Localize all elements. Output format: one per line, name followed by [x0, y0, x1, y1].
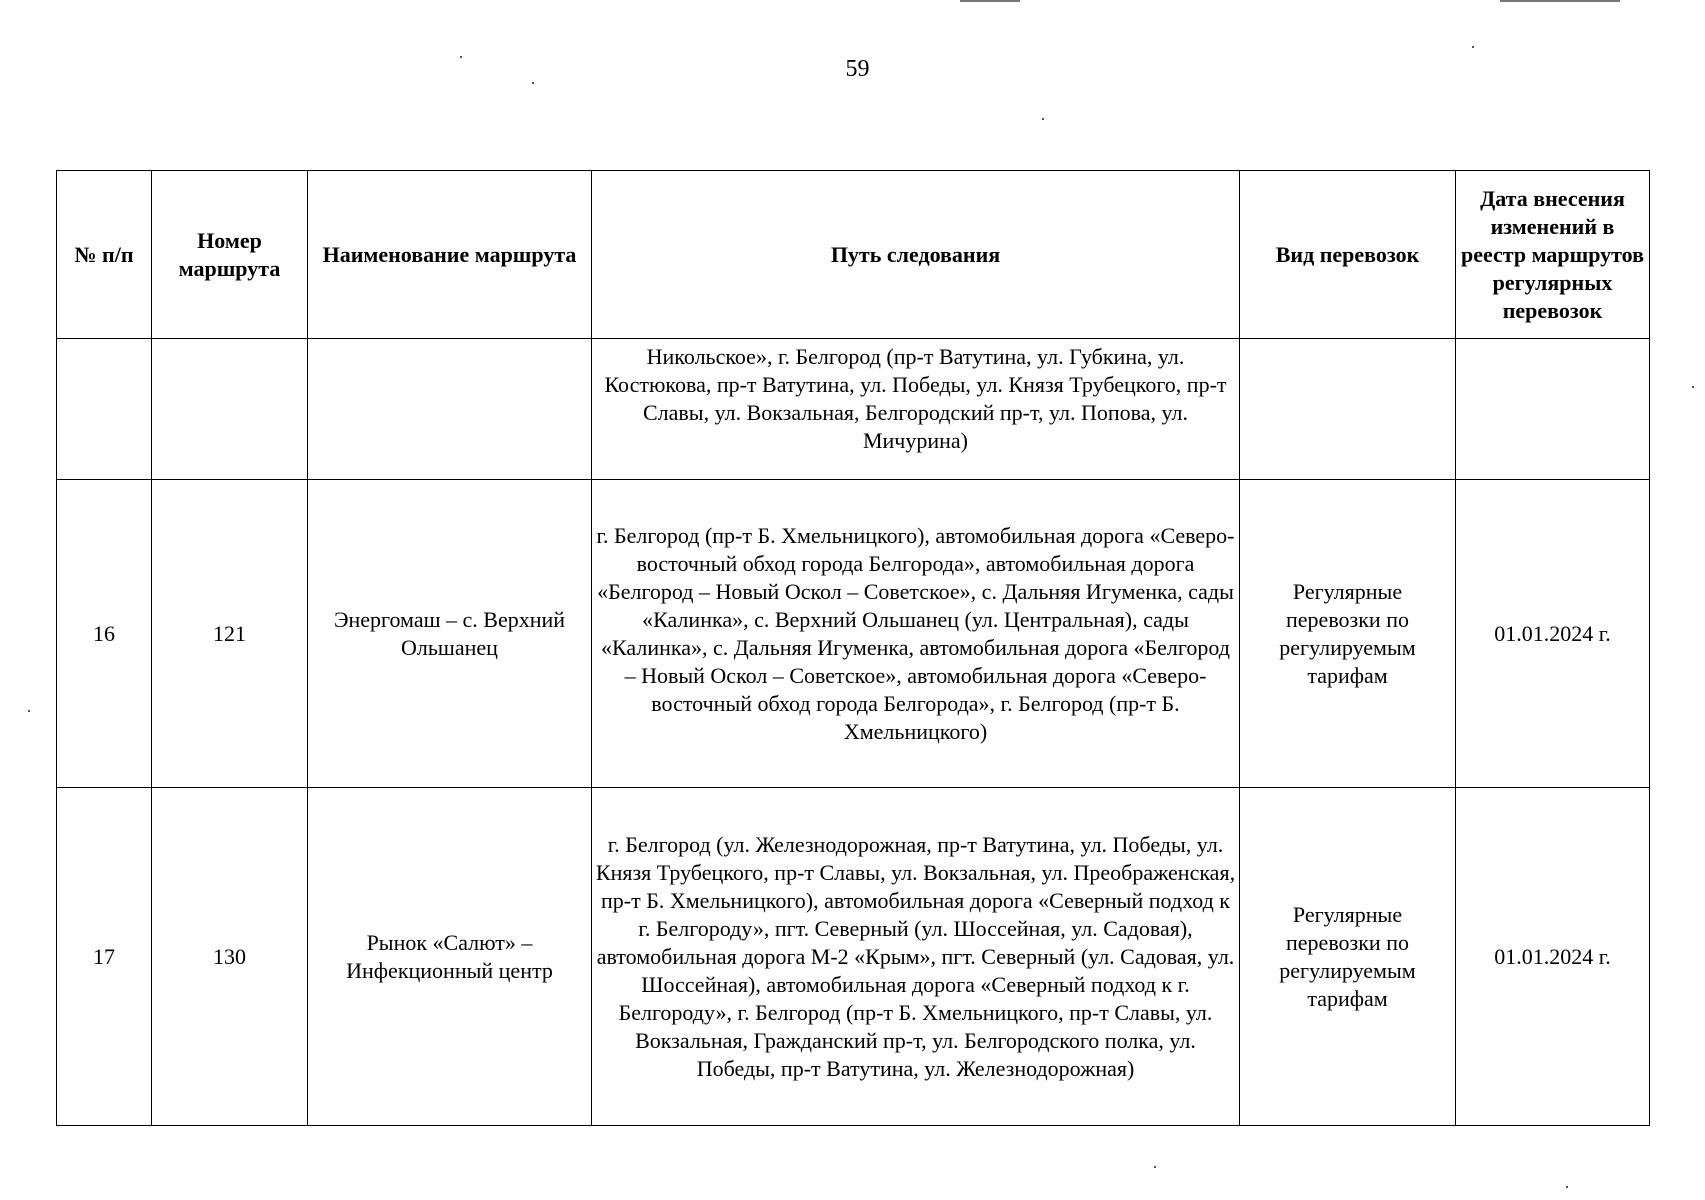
cell-date: 01.01.2024 г. — [1456, 788, 1650, 1126]
cell-date — [1456, 339, 1650, 480]
cell-path: Никольское», г. Белгород (пр-т Ватутина, ул. Губкина, ул. Костюкова, пр-т Ватутина, ул. Победы, ул. Князя Трубецкого, пр-т Славы, ул. Вокзальная, Белгородский пр-т, ул. Попова, ул. Мичурина) — [592, 339, 1240, 480]
cell-route-number: 121 — [152, 480, 308, 788]
cell-path: г. Белгород (ул. Железнодорожная, пр-т Ватутина, ул. Победы, ул. Князя Трубецкого, пр-т Славы, ул. Вокзальная, ул. Преображенская, пр-т Б. Хмельницкого), автомобильная дорога «Северный подход к г. Белгороду», пгт. Северный (ул. Шоссейная, ул. Садовая), автомобильная дорога М-2 «Крым», пгт. Северный (ул. Садовая, ул. Шоссейная), автомобильная дорога «Северный подход к г. Белгороду», г. Белгород (пр-т Б. Хмельницкого, пр-т Славы, ул. Вокзальная, Гражданский пр-т, ул. Белгородского полка, ул. Победы, пр-т Ватутина, ул. Железнодорожная) — [592, 788, 1240, 1126]
table-header-row — [57, 171, 1650, 339]
header-transport-type: Вид перевозок — [1240, 171, 1456, 339]
scan-speck — [1042, 118, 1044, 120]
cell-num: 16 — [57, 480, 152, 788]
cell-transport-type: Регулярные перевозки по регулируемым тарифам — [1240, 480, 1456, 788]
cell-num: 17 — [57, 788, 152, 1126]
cell-route-number: 130 — [152, 788, 308, 1126]
page-number: 59 — [845, 56, 870, 82]
scan-speck — [28, 710, 30, 712]
cell-date: 01.01.2024 г. — [1456, 480, 1650, 788]
cell-route-name: Рынок «Салют» – Инфекционный центр — [308, 788, 592, 1126]
table-row — [57, 788, 1650, 1126]
header-route-name: Наименование маршрута — [308, 171, 592, 339]
route-registry-table — [56, 170, 1650, 1126]
cell-route-name: Энергомаш – с. Верхний Ольшанец — [308, 480, 592, 788]
cell-num — [57, 339, 152, 480]
cell-transport-type: Регулярные перевозки по регулируемым тарифам — [1240, 788, 1456, 1126]
scan-speck — [1472, 46, 1474, 48]
scan-speck — [1692, 386, 1694, 388]
scan-artifact — [1500, 0, 1620, 2]
header-date: Дата внесения изменений в реестр маршрутов регулярных перевозок — [1456, 171, 1650, 339]
scan-artifact — [960, 0, 1020, 2]
header-path: Путь следования — [592, 171, 1240, 339]
table-row — [57, 339, 1650, 480]
table-row — [57, 480, 1650, 788]
header-route-number: Номер маршрута — [152, 171, 308, 339]
scan-speck — [1154, 1166, 1156, 1168]
cell-transport-type — [1240, 339, 1456, 480]
cell-path: г. Белгород (пр-т Б. Хмельницкого), автомобильная дорога «Северо-восточный обход города Белгорода», автомобильная дорога «Белгород – Новый Оскол – Советское», с. Дальняя Игуменка, сады «Калинка», с. Верхний Ольшанец (ул. Центральная), сады «Калинка», с. Дальняя Игуменка, автомобильная дорога «Белгород – Новый Оскол – Советское», автомобильная дорога «Северо-восточный обход города Белгорода», г. Белгород (пр-т Б. Хмельницкого) — [592, 480, 1240, 788]
cell-route-number — [152, 339, 308, 480]
cell-route-name — [308, 339, 592, 480]
scan-speck — [1566, 1186, 1568, 1188]
header-num: № п/п — [57, 171, 152, 339]
